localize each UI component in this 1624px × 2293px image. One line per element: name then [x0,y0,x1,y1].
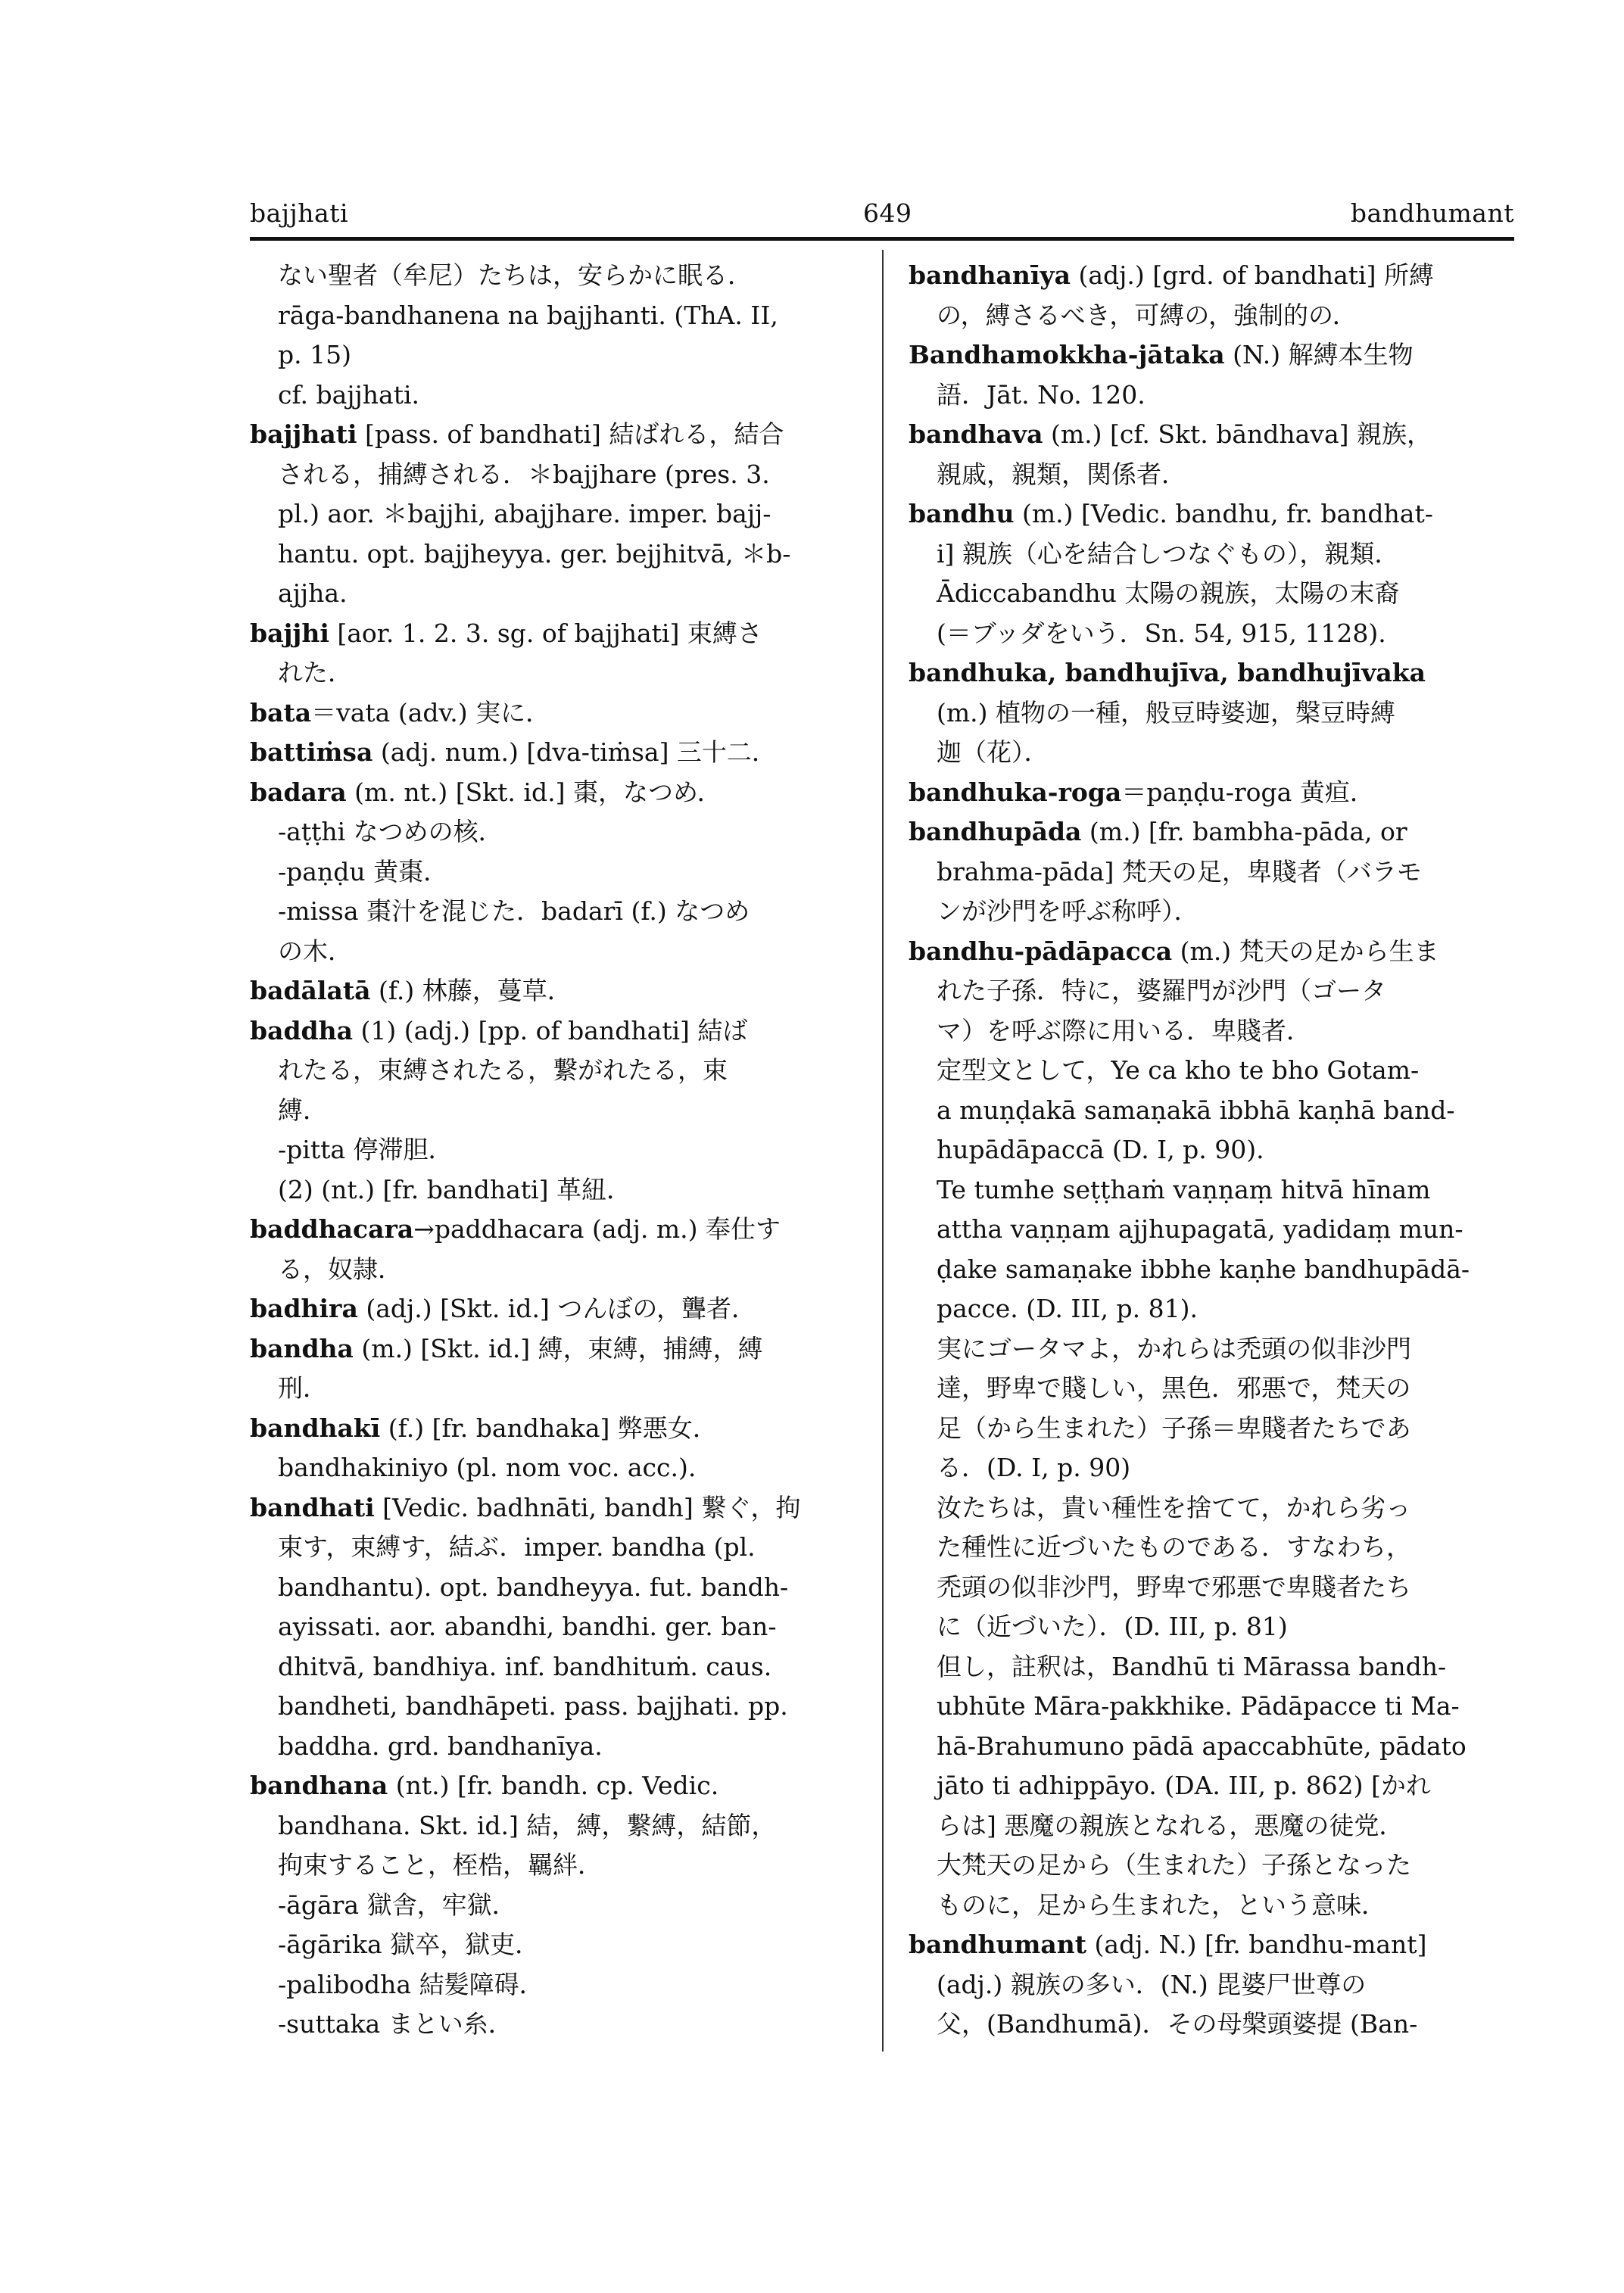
entry-text: (adj. num.) [dva-tiṁsa] 三十二． [372,737,777,767]
entry-continuation-line [909,534,1514,575]
entry-line [250,1329,859,1369]
entry-text: -aṭṭhi なつめの核． [278,817,503,846]
entry-text: -āgārika 獄卒，獄吏． [278,1930,541,1959]
entry-continuation-line [909,733,1514,773]
entry-text: 達，野卑で賤しい，黒色．邪悪で，梵天の [937,1373,1411,1403]
entry-continuation-line [909,1687,1514,1727]
headword: bandhava [909,419,1043,449]
entry-text: (adj.) [Skt. id.] つんぼの，聾者． [357,1294,757,1323]
entry-text: Ādiccabandhu 太陽の親族，太陽の末裔 [937,578,1400,608]
entry-continuation-line [909,1210,1514,1250]
entry-continuation-line [250,534,859,575]
entry-continuation-line [909,852,1514,893]
entry-text: hupādāpaccā (D. I, p. 90). [937,1135,1264,1164]
headword: bandhanīya [909,260,1071,290]
right-column [909,256,1514,2045]
entry-text: (N.) 解縛本生物 [1224,340,1414,369]
entry-line [250,1210,859,1250]
entry-continuation-line [909,1607,1514,1647]
entry-text: baddha. grd. bandhanīya. [278,1731,603,1761]
headword: badara [250,777,347,807]
entry-text: jāto ti adhippāyo. (DA. III, p. 862) [かれ [937,1771,1431,1800]
headword: bandhupāda [909,817,1082,846]
entry-text: (m.) 梵天の足から生ま [1172,936,1439,966]
entry-continuation-line [250,1846,859,1886]
entry-text: p. 15) [278,340,351,369]
entry-text: される，捕縛される．＊bajjhare (pres. 3. [278,459,770,489]
entry-text: ない聖者（牟尼）たちは，安らかに眠る． [278,260,753,290]
entry-text: (1) (adj.) [pp. of bandhati] 結ば [352,1015,748,1045]
entry-text: 語．Jāt. No. 120. [937,379,1146,410]
entry-text: の木． [278,936,353,966]
entry-line [250,614,859,654]
entry-text: [aor. 1. 2. 3. sg. of bajjhati] 束縛さ [329,618,762,648]
entry-continuation-line [909,1409,1514,1449]
entry-continuation-line [250,296,859,336]
entry-text: 但し，註釈は，Bandhū ti Mārassa bandh- [937,1651,1447,1681]
entry-continuation-line [250,455,859,495]
entry-text: (m.) [Skt. id.] 縛，束縛，捕縛，縛 [353,1333,763,1363]
entry-continuation-line [909,1011,1514,1051]
entry-text: ubhūte Māra-pakkhike. Pādāpacce ti Ma- [937,1691,1460,1721]
entry-text: (m.) 植物の一種，般豆時婆迦，槃豆時縛 [937,697,1396,727]
entry-text: bandhana. Skt. id.] 結，縛，繋縛，結節， [278,1810,777,1840]
entry-continuation-line [250,1965,859,2005]
entry-continuation-line [909,614,1514,654]
entry-text: ayissati. aor. abandhi, bandhi. ger. ban- [278,1612,777,1641]
headword: bandhati [250,1492,375,1522]
entry-text: れた子孫．特に，婆羅門が沙門（ゴータ [937,976,1386,1005]
entry-text: -missa 棗汁を混じた．badarī (f.) なつめ [278,896,750,926]
entry-continuation-line [250,1091,859,1131]
headword: bandhu-pādāpacca [909,936,1173,966]
entry-continuation-line [250,892,859,932]
header-left-guideword: bajjhati [250,198,349,228]
entry-text: れた． [278,658,353,687]
entry-continuation-line [909,1528,1514,1568]
entry-continuation-line [909,1965,1514,2005]
entry-text: 拘束すること，桎梏，羈絆． [278,1850,603,1880]
entry-text: (f.) [fr. bandhaka] 弊悪女． [380,1413,718,1443]
entry-text: らは] 悪魔の親族となれる，悪魔の徒党． [937,1810,1404,1840]
headword: bajjhati [250,419,357,449]
entry-line [909,415,1514,455]
entry-text: (adj. N.) [fr. bandhu-mant] [1086,1930,1427,1959]
page-number: 649 [863,198,912,228]
entry-text: ajjha. [278,578,348,608]
entry-continuation-line [250,1886,859,1926]
headword: badhira [250,1294,358,1323]
entry-continuation-line [909,1806,1514,1846]
entry-line [909,932,1514,972]
headword: bata [250,697,312,727]
entry-text: に（近づいた）．(D. III, p. 81) [937,1612,1288,1641]
entry-text: -palibodha 結髪障碍． [278,1969,544,1999]
entry-continuation-line [909,1250,1514,1290]
entry-text: 大梵天の足から（生まれた）子孫となった [937,1850,1411,1880]
entry-continuation-line [909,375,1514,416]
entry-continuation-line [909,1766,1514,1806]
headword: bandhuka-roga [909,777,1122,807]
entry-text: 迦（花）． [937,737,1049,767]
entry-text: ンが沙門を呼ぶ称呼）． [937,896,1199,926]
entry-line [909,812,1514,852]
entry-continuation-line [909,1647,1514,1687]
entry-continuation-line [250,1130,859,1170]
entry-continuation-line [909,1130,1514,1170]
entry-line [250,1289,859,1329]
entry-text: マ）を呼ぶ際に用いる．卑賤者． [937,1015,1311,1045]
entry-continuation-line [909,1846,1514,1886]
entry-line [909,1925,1514,1965]
entry-line [909,256,1514,296]
entry-continuation-line [250,375,859,416]
entry-continuation-line [250,1170,859,1210]
headword: bandhumant [909,1930,1087,1959]
entry-text: attha vaṇṇam ajjhupagatā, yadidaṃ mun- [937,1214,1463,1244]
entry-continuation-line [250,1727,859,1767]
entry-text: hā-Brahumuno pādā apaccabhūte, pādato [937,1731,1467,1761]
entry-continuation-line [909,1568,1514,1608]
entry-continuation-line [250,574,859,614]
entry-text: の，縛さるべき，可縛の，強制的の． [937,300,1357,330]
entry-text: る，奴隷． [278,1254,403,1284]
entry-text: 実にゴータマよ，かれらは禿頭の似非沙門 [937,1333,1411,1363]
entry-text: hantu. opt. bajjheyya. ger. bejjhitvā, ＊b- [278,538,791,569]
entry-continuation-line [250,932,859,972]
entry-continuation-line [250,2005,859,2045]
entry-text: (m.) [cf. Skt. bāndhava] 親族， [1043,419,1432,449]
entry-text: [pass. of bandhati] 結ばれる，結合 [357,419,784,449]
entry-continuation-line [909,1091,1514,1131]
entry-text: bandhakiniyo (pl. nom voc. acc.). [278,1453,697,1482]
entry-text: (m.) [fr. bambha-pāda, or [1081,817,1407,846]
entry-text: -paṇḍu 黄棗． [278,856,449,886]
entry-continuation-line [909,1170,1514,1210]
entry-text: ḍake samaṇake ibbhe kaṇhe bandhupādā- [937,1254,1470,1284]
entry-text: ＝paṇḍu-roga 黄疸． [1121,777,1375,807]
entry-text: (2) (nt.) [fr. bandhati] 革紐． [278,1174,631,1204]
entry-text: 禿頭の似非沙門，野卑で邪悪で卑賤者たち [937,1572,1411,1602]
entry-continuation-line [250,653,859,693]
entry-continuation-line [909,892,1514,932]
entry-continuation-line [250,1925,859,1965]
entry-text: bandhantu). opt. bandheyya. fut. bandh- [278,1572,789,1602]
entry-line [250,1011,859,1051]
entry-continuation-line [909,1289,1514,1329]
entry-text: a muṇḍakā samaṇakā ibbhā kaṇhā band- [937,1095,1455,1125]
entry-text: cf. bajjhati. [278,379,419,410]
entry-text: pacce. (D. III, p. 81). [937,1294,1198,1323]
entry-text: ＝vata (adv.) 実に． [311,697,551,727]
entry-line [909,335,1514,375]
entry-text: 足（から生まれた）子孫＝卑賤者たちであ [937,1413,1411,1443]
headword: bandha [250,1333,354,1363]
entry-text: 親戚，親類，関係者． [937,459,1186,489]
entry-text: -pitta 停滞胆． [278,1135,454,1164]
headword: battiṁsa [250,737,373,767]
entry-text: brahma-pāda] 梵天の足，卑賤者（バラモ [937,856,1422,886]
entry-continuation-line [909,455,1514,495]
entry-line [909,494,1514,534]
entry-continuation-line [250,1369,859,1409]
entry-line [250,415,859,455]
entry-continuation-line [909,1369,1514,1409]
page-header [250,198,1514,236]
entry-continuation-line [909,1886,1514,1926]
entry-continuation-line [250,1250,859,1290]
left-column [250,256,859,2045]
entry-text: [Vedic. badhnāti, bandh] 繋ぐ，拘 [374,1492,801,1522]
entry-text: (＝ブッダをいう．Sn. 54, 915, 1128). [937,618,1386,648]
entry-text: (nt.) [fr. bandh. cp. Vedic. [388,1771,719,1800]
headword: Bandhamokkha-jātaka [909,340,1225,369]
entry-text: ものに，足から生まれた，という意味． [937,1890,1386,1920]
entry-continuation-line [250,494,859,534]
headword: bandhana [250,1771,388,1800]
entry-text: →paddhacara (adj. m.) 奉仕す [413,1214,781,1244]
column-divider [882,250,884,2052]
entry-continuation-line [250,852,859,893]
entry-continuation-line [250,1448,859,1488]
entry-continuation-line [250,1051,859,1091]
entry-text: た種性に近づいたものである．すなわち， [937,1532,1411,1562]
entry-continuation-line [909,2005,1514,2045]
entry-text: (m.) [Vedic. bandhu, fr. bandhat- [1014,499,1433,528]
entry-continuation-line [250,1647,859,1687]
entry-continuation-line [909,1488,1514,1528]
entry-line [250,773,859,813]
entry-continuation-line [250,1568,859,1608]
headword: baddhacara [250,1214,414,1244]
entry-text: (f.) 林藤，蔓草． [370,976,572,1005]
entry-text: 刑． [278,1373,328,1403]
header-right-guideword: bandhumant [1350,198,1514,228]
entry-continuation-line [909,1329,1514,1369]
entry-text: (m. nt.) [Skt. id.] 棗，なつめ． [346,777,722,807]
entry-line [250,733,859,773]
entry-text: -āgāra 獄舎，牢獄． [278,1890,517,1920]
entry-text: る．(D. I, p. 90) [937,1453,1131,1482]
entry-line [250,971,859,1011]
header-rule [250,237,1514,241]
entry-continuation-line [909,1448,1514,1488]
entry-line [909,773,1514,813]
entry-text: i] 親族（心を結合しつなぐもの），親類． [937,538,1400,569]
headword: badālatā [250,976,371,1005]
headword: bandhakī [250,1413,381,1443]
entry-continuation-line [909,574,1514,614]
entry-text: 汝たちは，貴い種性を捨てて，かれら劣っ [937,1492,1411,1522]
entry-line [250,693,859,734]
entry-text: rāga-bandhanena na bajjhanti. (ThA. II, [278,300,778,330]
headword: bajjhi [250,618,329,648]
headword: bandhuka, bandhujīva, bandhujīvaka [909,658,1426,687]
entry-continuation-line [909,1051,1514,1091]
entry-continuation-line [909,296,1514,336]
entry-continuation-line [909,693,1514,734]
entry-text: pl.) aor. ＊bajjhi, abajjhare. imper. bajj- [278,499,771,528]
headword: bandhu [909,499,1015,528]
entry-continuation-line [250,812,859,852]
entry-text: れたる，束縛されたる，繋がれたる，束 [278,1055,728,1085]
entry-line [250,1488,859,1528]
entry-text: -suttaka まとい糸． [278,2009,513,2039]
entry-text: dhitvā, bandhiya. inf. bandhituṁ. caus. [278,1651,772,1681]
entry-text: 束す，束縛す，結ぶ．imper. bandha (pl. [278,1532,756,1562]
entry-line [250,1409,859,1449]
entry-text: 定型文として，Ye ca kho te bho Gotam- [937,1055,1420,1085]
headword: baddha [250,1015,353,1045]
entry-text: (adj.) [grd. of bandhati] 所縛 [1070,260,1434,290]
entry-continuation-line [909,971,1514,1011]
entry-line [250,1766,859,1806]
entry-line [909,653,1514,693]
entry-text: 縛． [278,1095,328,1125]
entry-continuation-line [250,1806,859,1846]
entry-continuation-line [250,1687,859,1727]
entry-continuation-line [250,1528,859,1568]
entry-text: Te tumhe seṭṭhaṁ vaṇṇaṃ hitvā hīnam [937,1174,1431,1204]
entry-continuation-line [250,335,859,375]
entry-continuation-line [250,256,859,296]
entry-text: bandheti, bandhāpeti. pass. bajjhati. pp. [278,1691,788,1721]
entry-text: (adj.) 親族の多い．(N.) 毘婆尸世尊の [937,1969,1367,1999]
entry-continuation-line [909,1727,1514,1767]
entry-continuation-line [250,1607,859,1647]
entry-text: 父，(Bandhumā)．その母槃頭婆提 (Ban- [937,2009,1418,2039]
